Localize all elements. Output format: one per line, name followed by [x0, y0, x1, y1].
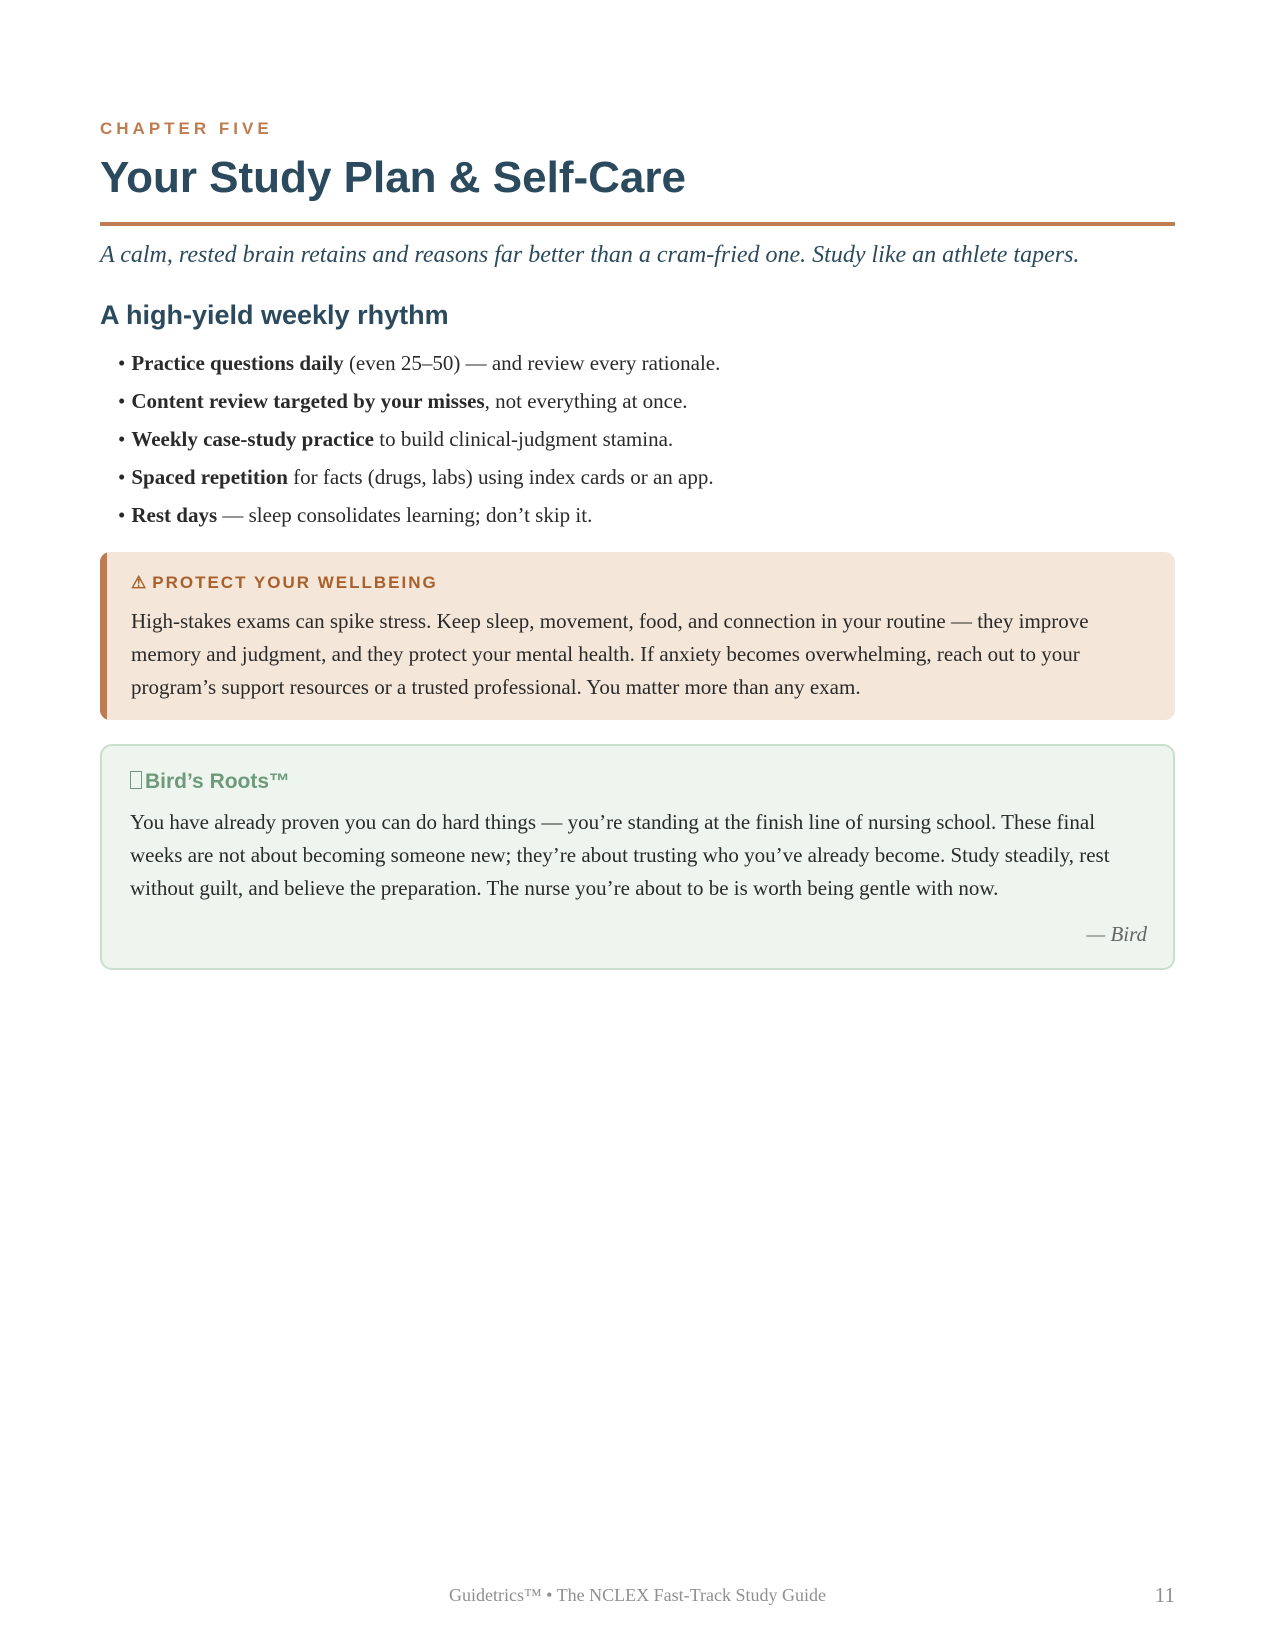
item-text: for facts (drugs, labs) using index cards or an app.	[287, 465, 714, 489]
wellbeing-callout	[100, 552, 1175, 720]
title-divider	[100, 222, 1175, 226]
placeholder-glyph-icon	[130, 771, 142, 789]
roots-body: You have already proven you can do hard things — you’re standing at the finish line of nursing school. These final weeks are not about becoming someone new; they’re about trusting who you’ve already become. Study steadily, rest without guilt, and believe the preparation. The nurse you’re about to be is worth being gentle with now.	[130, 810, 1110, 900]
section-heading: A high-yield weekly rhythm	[100, 300, 449, 330]
item-bold: Practice questions daily	[131, 351, 344, 375]
item-text: — sleep consolidates learning; don’t skip it.	[217, 503, 593, 527]
page-number: 11	[1154, 1583, 1175, 1607]
bullet-icon: •	[118, 503, 126, 527]
list-item	[118, 463, 720, 501]
list-item	[118, 387, 720, 425]
bullet-icon: •	[118, 465, 126, 489]
list-item	[118, 425, 720, 463]
callout-accent-bar	[100, 552, 107, 720]
callout-body: High-stakes exams can spike stress. Keep sleep, movement, food, and connection in your routine — they improve memory and judgment, and they protect your mental health. If anxiety becomes overwhelming, reach out to your program’s support resources or a trusted professional. You matter more than any exam.	[131, 609, 1089, 699]
bullet-icon: •	[118, 389, 126, 413]
bullet-icon: •	[118, 427, 126, 451]
roots-signature: — Bird	[1086, 922, 1147, 946]
item-bold: Rest days	[131, 503, 218, 527]
item-text: , not everything at once.	[484, 389, 688, 413]
bullet-icon: •	[118, 351, 126, 375]
roots-box	[100, 744, 1175, 970]
item-bold: Weekly case-study practice	[131, 427, 374, 451]
chapter-intro: A calm, rested brain retains and reasons far better than a cram-fried one. Study like an athlete tapers.	[100, 242, 1080, 268]
chapter-title: Your Study Plan & Self-Care	[100, 153, 686, 202]
footer-title: Guidetrics™ • The NCLEX Fast-Track Study Guide	[449, 1585, 826, 1605]
rhythm-list	[118, 349, 720, 539]
item-bold: Content review targeted by your misses	[131, 389, 485, 413]
callout-heading	[131, 573, 438, 593]
item-text: to build clinical-judgment stamina.	[373, 427, 674, 451]
callout-heading-text: PROTECT YOUR WELLBEING	[152, 573, 438, 592]
chapter-label: CHAPTER FIVE	[100, 119, 273, 138]
list-item	[118, 501, 720, 539]
item-bold: Spaced repetition	[131, 465, 288, 489]
item-text: (even 25–50) — and review every rationale.	[343, 351, 721, 375]
list-item	[118, 349, 720, 387]
roots-heading	[130, 770, 290, 794]
roots-heading-text: Bird’s Roots™	[145, 770, 291, 793]
warning-icon: ⚠	[131, 573, 147, 592]
